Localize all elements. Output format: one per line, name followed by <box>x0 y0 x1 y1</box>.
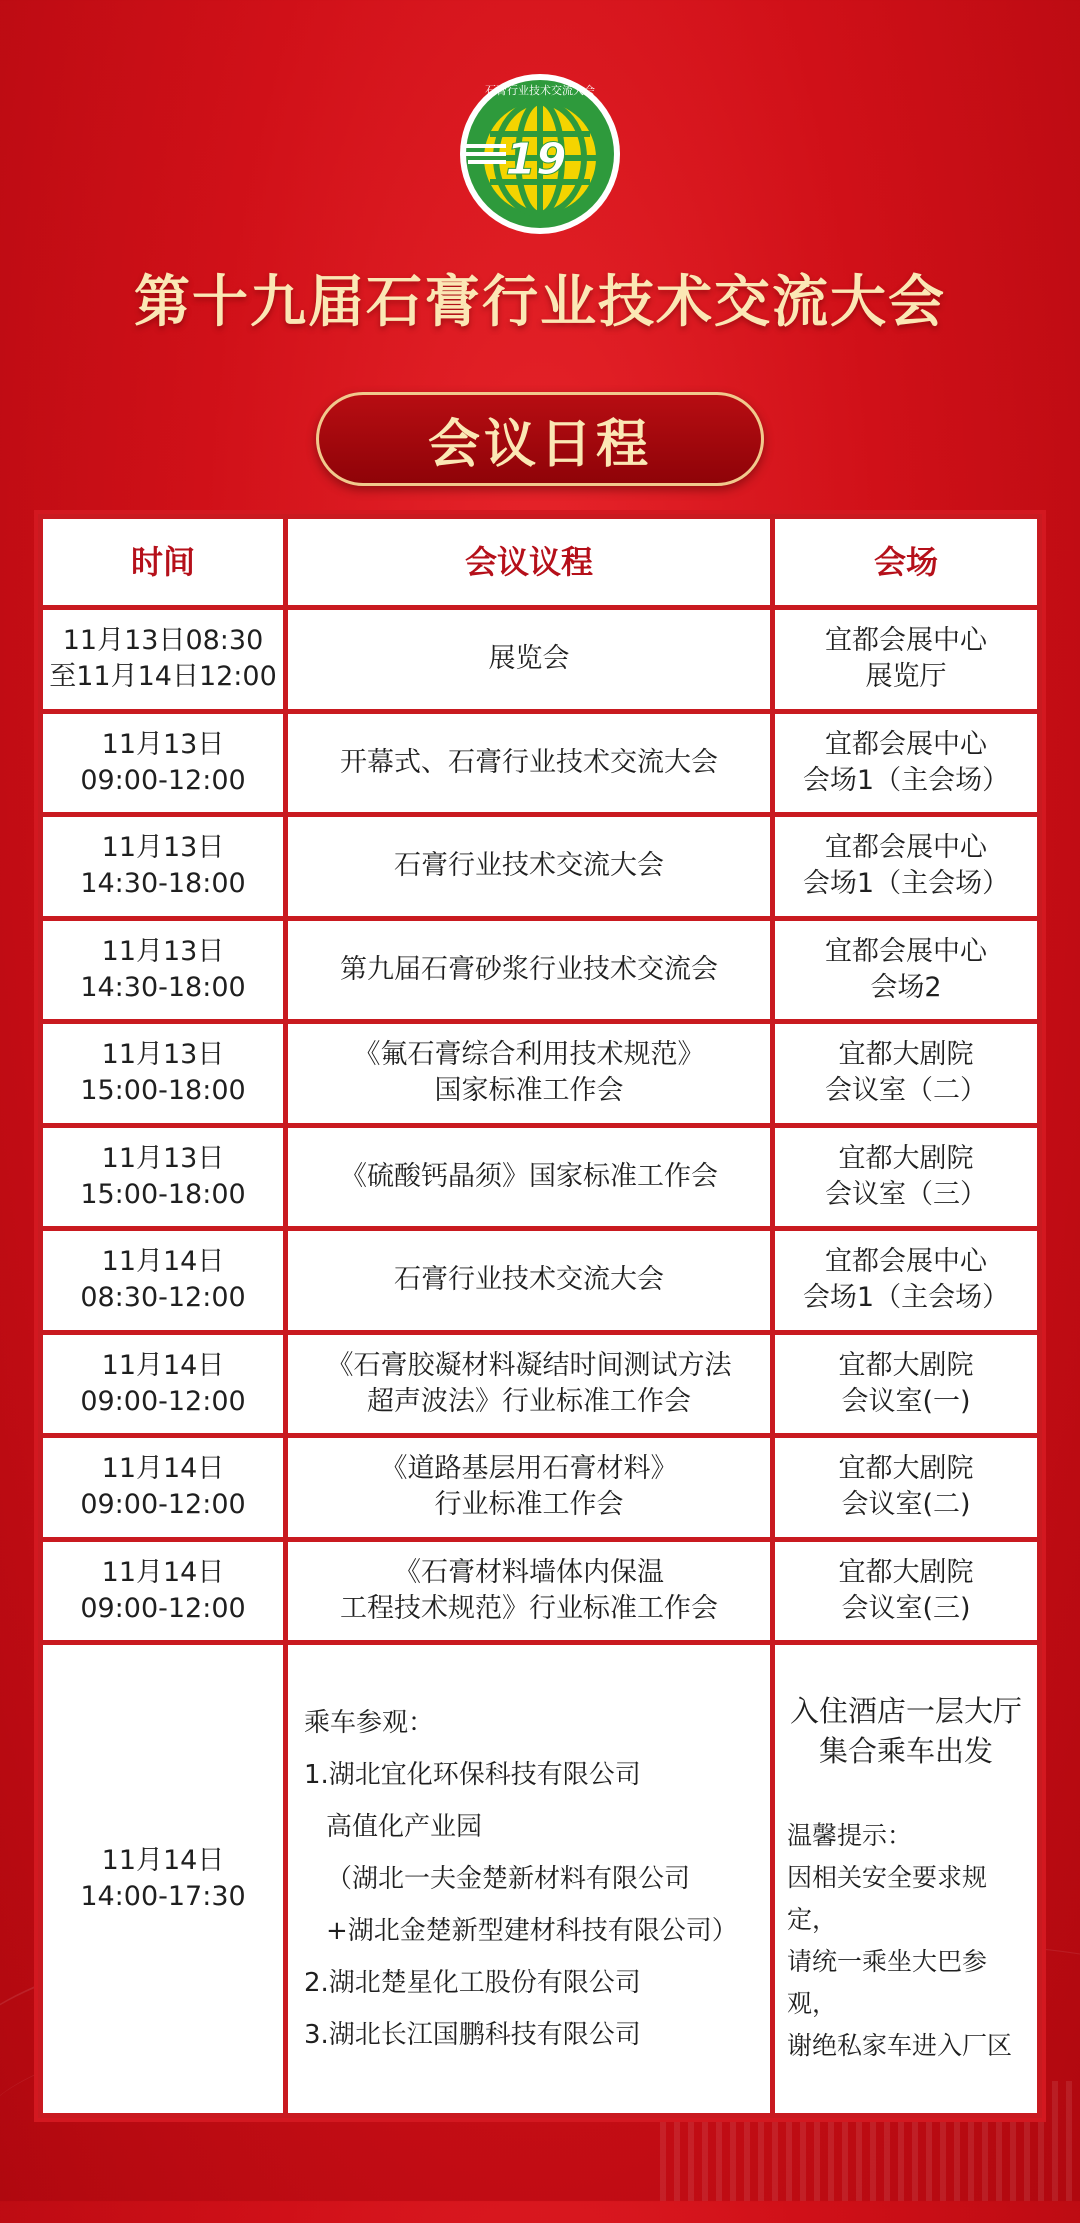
agenda-cell: 展览会 <box>288 610 770 709</box>
time-cell: 11月13日08:30 至11月14日12:00 <box>43 610 283 709</box>
tour-heading: 乘车参观： <box>304 1708 435 1738</box>
tour-cell <box>288 1645 770 2113</box>
table-row <box>43 1542 1037 1641</box>
venue-cell: 宜都大剧院 会议室（二） <box>775 1024 1037 1123</box>
column-header-agenda: 会议议程 <box>288 519 770 605</box>
time-cell: 11月14日 08:30-12:00 <box>43 1231 283 1330</box>
venue-cell <box>775 1645 1037 2113</box>
schedule-table <box>34 510 1046 2122</box>
table-row <box>43 1128 1037 1227</box>
venue-cell: 宜都大剧院 会议室(三) <box>775 1542 1037 1641</box>
column-header-venue: 会场 <box>775 519 1037 605</box>
table-row <box>43 921 1037 1020</box>
agenda-cell: 《氟石膏综合利用技术规范》 国家标准工作会 <box>288 1024 770 1123</box>
time-cell: 11月14日 09:00-12:00 <box>43 1335 283 1434</box>
venue-cell: 宜都会展中心 会场1（主会场） <box>775 1231 1037 1330</box>
venue-cell: 宜都大剧院 会议室(二) <box>775 1438 1037 1537</box>
venue-cell: 宜都会展中心 展览厅 <box>775 610 1037 709</box>
venue-cell: 宜都会展中心 会场1（主会场） <box>775 714 1037 813</box>
venue-cell: 宜都会展中心 会场2 <box>775 921 1037 1020</box>
time-cell: 11月13日 14:30-18:00 <box>43 817 283 916</box>
meeting-point-detail: 集合乘车出发 <box>818 1734 993 1768</box>
meeting-point: 入住酒店一层大厅 <box>789 1694 1022 1728</box>
time-cell: 11月13日 15:00-18:00 <box>43 1024 283 1123</box>
table-row <box>43 1438 1037 1537</box>
agenda-cell: 第九届石膏砂浆行业技术交流会 <box>288 921 770 1020</box>
svg-text:19: 19 <box>505 134 567 185</box>
tour-stop-detail: +湖北金楚新型建材科技有限公司） <box>326 1916 738 1946</box>
reminder-note: 温馨提示： 因相关安全要求规定， 请统一乘坐大巴参观， 谢绝私家车进入厂区 <box>787 1821 1013 2060</box>
agenda-cell: 石膏行业技术交流大会 <box>288 817 770 916</box>
agenda-cell: 《硫酸钙晶须》国家标准工作会 <box>288 1128 770 1227</box>
conference-logo <box>458 72 622 236</box>
tour-stop: 3.湖北长江国鹏科技有限公司 <box>304 2020 641 2050</box>
svg-text:石膏行业技术交流大会: 石膏行业技术交流大会 <box>485 84 595 97</box>
column-header-time: 时间 <box>43 519 283 605</box>
table-header-row <box>43 519 1037 605</box>
time-cell: 11月14日 14:00-17:30 <box>43 1645 283 2113</box>
venue-cell: 宜都大剧院 会议室(一) <box>775 1335 1037 1434</box>
table-row-tour <box>43 1645 1037 2113</box>
tour-stop-detail: 高值化产业园 <box>326 1812 483 1842</box>
page-title: 第十九届石膏行业技术交流大会 <box>134 270 946 335</box>
table-row <box>43 1024 1037 1123</box>
table-row <box>43 1231 1037 1330</box>
tour-stop: 1.湖北宜化环保科技有限公司 <box>304 1760 641 1790</box>
agenda-cell: 石膏行业技术交流大会 <box>288 1231 770 1330</box>
time-cell: 11月13日 14:30-18:00 <box>43 921 283 1020</box>
time-cell: 11月14日 09:00-12:00 <box>43 1542 283 1641</box>
schedule-label: 会议日程 <box>427 414 652 475</box>
time-cell: 11月13日 15:00-18:00 <box>43 1128 283 1227</box>
tour-stop: 2.湖北楚星化工股份有限公司 <box>304 1968 641 1998</box>
table-row <box>43 817 1037 916</box>
table-row <box>43 714 1037 813</box>
table-row <box>43 610 1037 709</box>
agenda-cell: 《石膏材料墙体内保温 工程技术规范》行业标准工作会 <box>288 1542 770 1641</box>
venue-cell: 宜都大剧院 会议室（三） <box>775 1128 1037 1227</box>
time-cell: 11月14日 09:00-12:00 <box>43 1438 283 1537</box>
time-cell: 11月13日 09:00-12:00 <box>43 714 283 813</box>
table-row <box>43 1335 1037 1434</box>
agenda-cell: 开幕式、石膏行业技术交流大会 <box>288 714 770 813</box>
schedule-badge <box>316 392 764 486</box>
tour-stop-detail: （湖北一夫金楚新材料有限公司 <box>326 1864 691 1894</box>
venue-cell: 宜都会展中心 会场1（主会场） <box>775 817 1037 916</box>
agenda-cell: 《石膏胶凝材料凝结时间测试方法 超声波法》行业标准工作会 <box>288 1335 770 1434</box>
agenda-cell: 《道路基层用石膏材料》 行业标准工作会 <box>288 1438 770 1537</box>
